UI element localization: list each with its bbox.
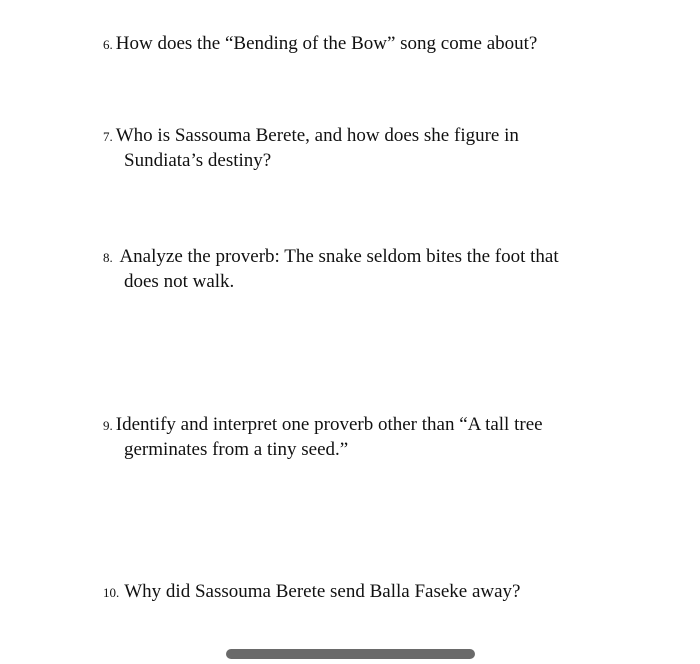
question-text: Why did Sassouma Berete send Balla Faseke away? — [124, 581, 521, 602]
question-text-continued: germinates from a tiny seed.” — [124, 439, 349, 460]
question-text-continued: does not walk. — [124, 271, 235, 292]
question-number: 6. — [103, 37, 113, 52]
question-number: 9. — [103, 418, 113, 433]
question-9 — [103, 413, 643, 462]
question-text: Analyze the proverb: The snake seldom bites the foot that — [115, 246, 559, 267]
question-text-continued: Sundiata’s destiny? — [124, 150, 272, 171]
question-number: 10. — [103, 585, 120, 600]
question-number: 7. — [103, 129, 113, 144]
question-number: 8. — [103, 250, 113, 265]
question-6 — [103, 32, 643, 57]
question-text: Who is Sassouma Berete, and how does she figure in — [115, 125, 519, 146]
home-indicator-bar[interactable] — [226, 649, 475, 659]
question-7 — [103, 124, 643, 173]
question-text: How does the “Bending of the Bow” song come about? — [115, 33, 538, 54]
question-10 — [103, 580, 643, 605]
question-text: Identify and interpret one proverb other than “A tall tree — [115, 414, 543, 435]
question-8 — [103, 245, 643, 294]
